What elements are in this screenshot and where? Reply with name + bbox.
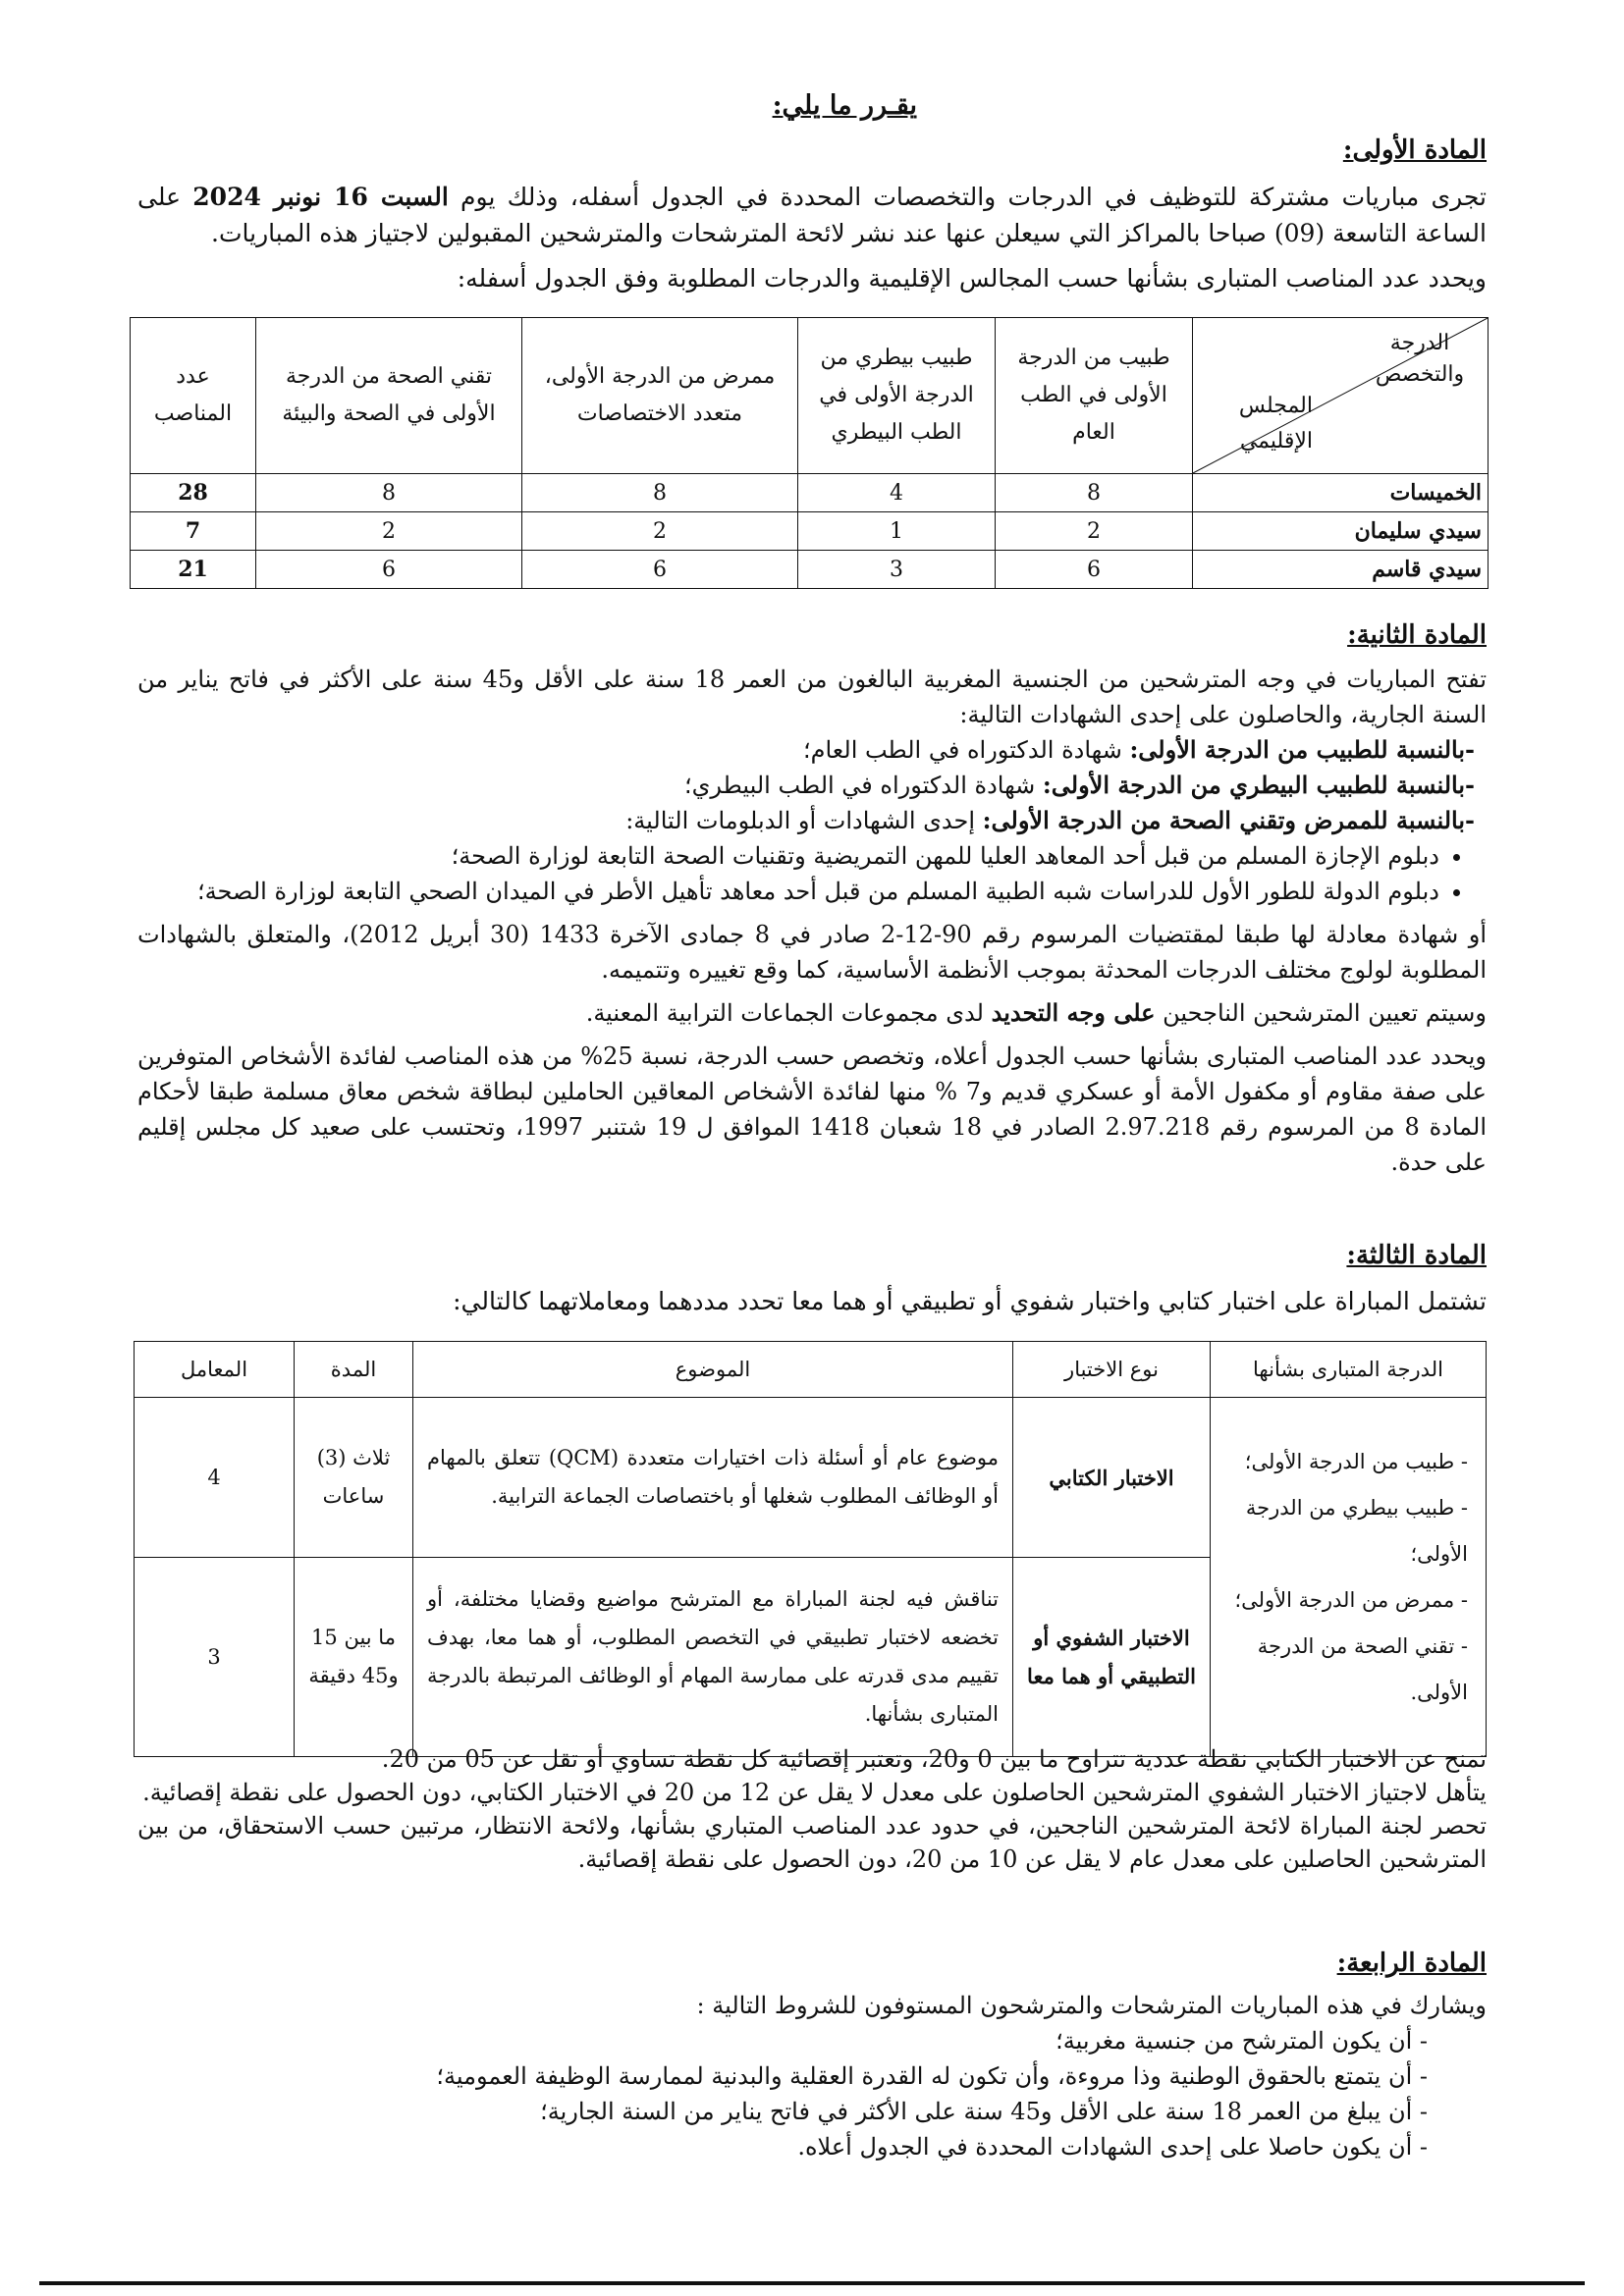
positions-table-header <box>131 318 1489 474</box>
diploma-label-vet: -بالنسبة للطبيب البيطري من الدرجة الأولى: <box>1042 771 1475 799</box>
list-item: - أن يكون المترشح من جنسية مغربية؛ <box>137 2023 1428 2058</box>
article2-p3-bold: على وجه التحديد <box>991 998 1156 1027</box>
article2-paragraph2: أو شهادة معادلة لها طبقا لمقتضيات المرسوم رقم 90-12-2 صادر في 8 جمادى الآخرة 1433 (30 أبريل 2012)، والمتعلق بالشهادات المطلوبة لولوج مختلف الدرجات المحدثة بموجب الأنظمة الأساسية، كما وقع تغييره وتتميمه. <box>137 921 1488 984</box>
article1-heading: المادة الأولى: <box>1342 135 1487 165</box>
exam-date: السبت 16 نونبر 2024 <box>192 183 449 211</box>
article1-p1-a: تجرى مباريات مشتركة للتوظيف في الدرجات والتخصصات المحددة في الجدول أسفله، وذلك يوم <box>448 183 1488 211</box>
list-item: - أن يبلغ من العمر 18 سنة على الأقل و45 سنة على الأكثر في فاتح يناير من السنة الجارية؛ <box>137 2094 1428 2129</box>
article1-paragraph1 <box>137 179 1487 251</box>
exam-type-cell: الاختبار الكتابي <box>1013 1398 1211 1558</box>
count-cell: 1 <box>798 512 996 551</box>
diploma-line-vet <box>137 768 1487 803</box>
header-duration: المدة <box>295 1342 413 1398</box>
count-cell: 2 <box>256 512 522 551</box>
coefficient-cell: 4 <box>135 1398 295 1558</box>
table-row <box>131 512 1489 551</box>
header-nurse: ممرض من الدرجة الأولى، متعدد الاختصاصات <box>522 318 798 474</box>
grade-item: - تقني الصحة من الدرجة الأولى. <box>1257 1633 1468 1704</box>
grades-cell <box>1211 1398 1487 1757</box>
count-cell: 6 <box>256 551 522 589</box>
list-item: - أن يتمتع بالحقوق الوطنية وذا مروءة، وأن تكون له القدرة العقلية والبدنية لممارسة الوظيفة العمومية؛ <box>137 2058 1428 2094</box>
positions-table-corner <box>1193 318 1489 474</box>
exams-table <box>134 1341 1487 1757</box>
diploma-text-nurse: إحدى الشهادات أو الدبلومات التالية: <box>625 807 983 834</box>
article4-body <box>137 1988 1487 2164</box>
total-cell: 28 <box>131 474 256 512</box>
conditions-list <box>137 2023 1487 2164</box>
article2-body <box>137 662 1487 1180</box>
article2-p3-a: وسيتم تعيين المترشحين الناجحين <box>1155 999 1487 1027</box>
list-item: • دبلوم الدولة للطور الأول للدراسات شبه الطبية المسلم من قبل أحد معاهد تأهيل الأطر في الميدان الصحي التابعة لوزارة الصحة؛ <box>137 874 1439 909</box>
header-health-technician: تقني الصحة من الدرجة الأولى في الصحة والبيئة <box>256 318 522 474</box>
grading-notes <box>137 1742 1487 1876</box>
count-cell: 6 <box>996 551 1193 589</box>
region-name: سيدي قاسم <box>1193 551 1489 589</box>
header-grade: الدرجة المتبارى بشأنها <box>1211 1342 1487 1398</box>
diploma-line-nurse <box>137 803 1487 838</box>
header-coefficient: المعامل <box>135 1342 295 1398</box>
region-name: الخميسات <box>1193 474 1489 512</box>
table-row <box>131 551 1489 589</box>
note-oral-eligibility: يتأهل لاجتياز الاختبار الشفوي المترشحين الحاصلون على معدل لا يقل عن 12 من 20 في الاختبار الكتابي، دون الحصول على نقطة إقصائية. <box>142 1779 1487 1806</box>
header-subject: الموضوع <box>413 1342 1013 1398</box>
count-cell: 8 <box>996 474 1193 512</box>
corner-top-label: الدرجة والتخصص <box>1375 331 1465 387</box>
article2-p3-b: لدى مجموعات الجماعات الترابية المعنية. <box>585 999 992 1027</box>
subject-cell: موضوع عام أو أسئلة ذات اختيارات متعددة (QCM) تتعلق بالمهام أو الوظائف المطلوب شغلها أو باختصاصات الجماعة الترابية. <box>413 1398 1013 1558</box>
exam-type-cell: الاختبار الشفوي أو التطبيقي أو هما معا <box>1013 1558 1211 1757</box>
total-cell: 21 <box>131 551 256 589</box>
article3-paragraph1: تشتمل المباراة على اختبار كتابي واختبار شفوي أو تطبيقي أو هما معا تحدد مددهما ومعاملاتهما كالتالي: <box>453 1287 1487 1315</box>
header-exam-type: نوع الاختبار <box>1013 1342 1211 1398</box>
list-item: - أن يكون حاصلا على إحدى الشهادات المحددة في الجدول أعلاه. <box>137 2129 1428 2164</box>
count-cell: 4 <box>798 474 996 512</box>
list-item: • دبلوم الإجازة المسلم من قبل أحد المعاهد العليا للمهن التمريضية وتقنيات الصحة التابعة لوزارة الصحة؛ <box>137 838 1439 874</box>
duration-cell: ما بين 15 و45 دقيقة <box>295 1558 413 1757</box>
grade-item: - ممرض من الدرجة الأولى؛ <box>1234 1587 1468 1612</box>
article2-paragraph4: ويحدد عدد المناصب المتبارى بشأنها حسب الجدول أعلاه، وتخصص حسب الدرجة، نسبة 25% من هذه المناصب لفائدة الأشخاص المتوفرين على صفة مقاوم أو مكفول الأمة أو عسكري قديم و7 % منها لفائدة الأشخاص المعاقين الحاملين لبطاقة شخص معاق مسلمة طبقا لأحكام المادة 8 من المرسوم رقم 2.97.218 الصادر في 18 شعبان 1418 الموافق ل 19 شتنبر 1997، وتحتسب على صعيد كل مجلس إقليم على حدة. <box>137 1042 1488 1176</box>
table-row <box>135 1398 1487 1558</box>
count-cell: 8 <box>522 474 798 512</box>
diploma-text-vet: شهادة الدكتوراه في الطب البيطري؛ <box>684 772 1043 799</box>
note-final-list: تحصر لجنة المباراة لائحة المترشحين الناجحين، في حدود عدد المناصب المتباري بشأنها، ولائحة الانتظار، مرتبين حسب الاستحقاق، من بين المترشحين الحاصلين على معدل عام لا يقل عن 10 من 20، دون الحصول على نقطة إقصائية. <box>137 1812 1487 1873</box>
count-cell: 6 <box>522 551 798 589</box>
page-bottom-border <box>39 2281 1585 2285</box>
coefficient-cell: 3 <box>135 1558 295 1757</box>
diploma-text-doctor: شهادة الدكتوراه في الطب العام؛ <box>803 736 1130 764</box>
article2-paragraph1: تفتح المباريات في وجه المترشحين من الجنسية المغربية البالغون من العمر 18 سنة على الأقل و45 سنة على الأكثر في فاتح يناير من السنة الجارية، والحاصلون على إحدى الشهادات التالية: <box>137 666 1487 728</box>
corner-bottom-label: المجلس الإقليمي <box>1238 394 1313 454</box>
table-row <box>131 474 1489 512</box>
article2-heading: المادة الثانية: <box>1347 620 1487 650</box>
diploma-line-doctor <box>137 732 1487 768</box>
article1-p1-b: على الساعة التاسعة (09) صباحا بالمراكز التي سيعلن عنها عند نشر لائحة المترشحات والمترشحين المقبولين لاجتياز هذه المباريات. <box>137 183 1487 247</box>
grade-item: - طبيب من الدرجة الأولى؛ <box>1244 1449 1468 1473</box>
count-cell: 2 <box>996 512 1193 551</box>
diploma-bullets <box>137 838 1487 909</box>
note-written-score: تمنح عن الاختبار الكتابي نقطة عددية تتراوح ما بين 0 و20، وتعتبر إقصائية كل نقطة تساوي أو تقل عن 05 من 20. <box>381 1745 1487 1773</box>
grade-item: - طبيب بيطري من الدرجة الأولى؛ <box>1245 1495 1468 1566</box>
diploma-label-doctor: -بالنسبة للطبيب من الدرجة الأولى: <box>1129 735 1475 764</box>
header-general-doctor: طبيب من الدرجة الأولى في الطب العام <box>996 318 1193 474</box>
subject-cell: تناقش فيه لجنة المباراة مع المترشح مواضيع وقضايا مختلفة، أو تخضعه لاختبار تطبيقي في التخصص المطلوب، أو هما معا، بهدف تقييم مدى قدرته على ممارسة المهام أو الوظائف المرتبطة بالدرجة المتبارى بشأنها. <box>413 1558 1013 1757</box>
diploma-label-nurse: -بالنسبة للممرض وتقني الصحة من الدرجة الأولى: <box>982 806 1475 834</box>
count-cell: 8 <box>256 474 522 512</box>
article1-paragraph2: ويحدد عدد المناصب المتبارى بشأنها حسب المجالس الإقليمية والدرجات المطلوبة وفق الجدول أسفله: <box>457 264 1487 293</box>
article2-paragraph3 <box>137 995 1487 1031</box>
total-cell: 7 <box>131 512 256 551</box>
count-cell: 2 <box>522 512 798 551</box>
header-total-positions: عدد المناصب <box>131 318 256 474</box>
positions-table <box>130 317 1489 589</box>
decision-title: يقـرر ما يلي: <box>772 90 917 121</box>
duration-cell: ثلاث (3) ساعات <box>295 1398 413 1558</box>
region-name: سيدي سليمان <box>1193 512 1489 551</box>
article4-paragraph1: ويشارك في هذه المباريات المترشحات والمترشحون المستوفون للشروط التالية : <box>696 1992 1487 2019</box>
article3-heading: المادة الثالثة: <box>1346 1241 1487 1270</box>
article4-heading: المادة الرابعة: <box>1336 1949 1487 1978</box>
exams-table-header <box>135 1342 1487 1398</box>
count-cell: 3 <box>798 551 996 589</box>
header-veterinarian: طبيب بيطري من الدرجة الأولى في الطب البيطري <box>798 318 996 474</box>
